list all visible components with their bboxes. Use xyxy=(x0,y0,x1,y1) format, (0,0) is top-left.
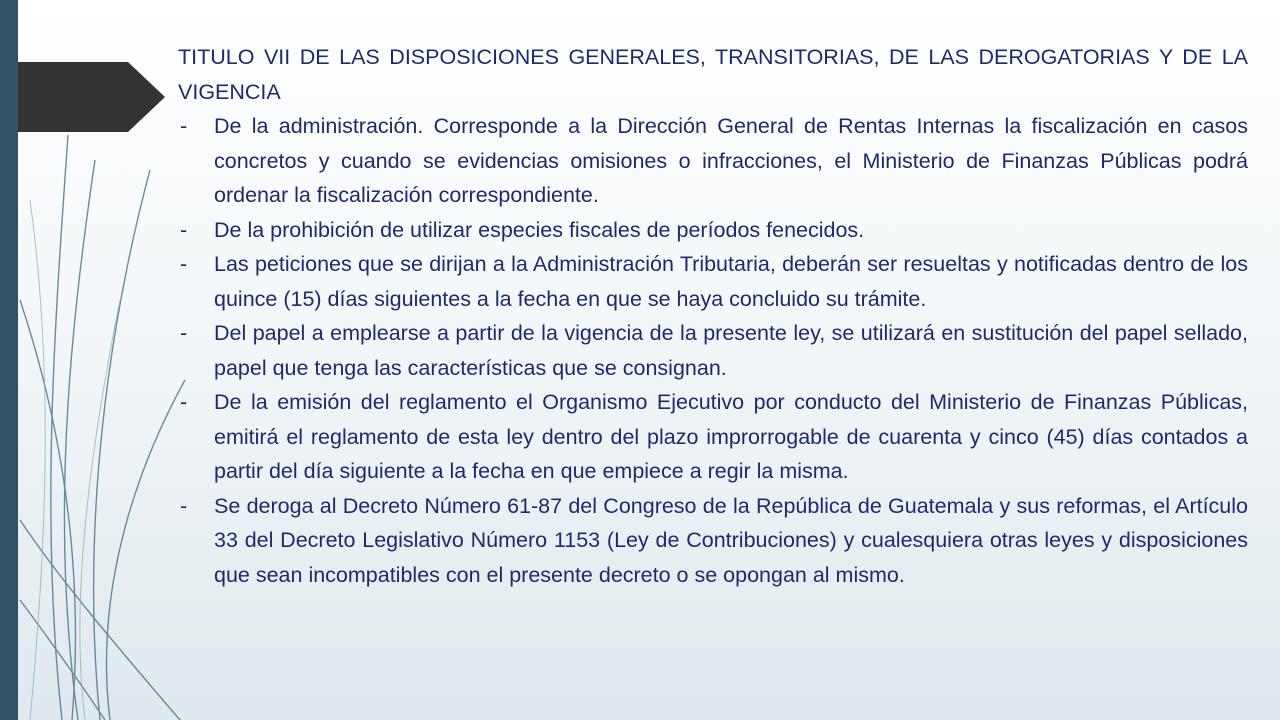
list-item xyxy=(178,385,1248,489)
item-text: Del papel a emplearse a partir de la vigencia de la presente ley, se utilizará en sustitución del papel sellado, papel que tenga las características que se consignan. xyxy=(214,321,1248,380)
item-text: Se deroga al Decreto Número 61-87 del Congreso de la República de Guatemala y sus reformas, el Artículo 33 del Decreto Legislativo Número 1153 (Ley de Contribuciones) y cualesquiera otras leyes y disposiciones que sean incompatibles con el presente decreto o se opongan al mismo. xyxy=(214,493,1248,587)
list-item xyxy=(178,489,1248,593)
bullet-dash: - xyxy=(180,493,188,518)
bullet-dash: - xyxy=(180,217,188,242)
bullet-dash: - xyxy=(180,114,188,138)
bullet-dash: - xyxy=(180,390,188,414)
section-title: TITULO VII DE LAS DISPOSICIONES GENERALES, TRANSITORIAS, DE LAS DEROGATORIAS Y DE LA VIGENCIA xyxy=(178,45,1248,104)
item-text: De la prohibición de utilizar especies fiscales de períodos fenecidos. xyxy=(214,217,865,242)
item-text: Las peticiones que se dirijan a la Administración Tributaria, deberán ser resueltas y notificadas dentro de los quince (15) días siguientes a la fecha en que se haya concluido su trámite. xyxy=(214,252,1248,311)
document-body xyxy=(178,40,1248,592)
provisions-list xyxy=(178,109,1248,592)
bullet-dash: - xyxy=(180,252,188,276)
list-item xyxy=(178,247,1248,316)
list-item xyxy=(178,213,1248,248)
chevron-arrow-shape xyxy=(0,0,175,720)
bullet-dash: - xyxy=(180,321,188,345)
item-text: De la emisión del reglamento el Organismo Ejecutivo por conducto del Ministerio de Finanzas Públicas, emitirá el reglamento de esta ley dentro del plazo improrrogable de cuarenta y cinco (45) días contados a partir del día siguiente a la fecha en que empiece a regir la misma. xyxy=(214,390,1248,483)
list-item xyxy=(178,109,1248,213)
item-text: De la administración. Corresponde a la Dirección General de Rentas Internas la fiscalización en casos concretos y cuando se evidencias omisiones o infracciones, el Ministerio de Finanzas Públicas podrá ordenar la fiscalización correspondiente. xyxy=(214,114,1248,207)
list-item xyxy=(178,316,1248,385)
